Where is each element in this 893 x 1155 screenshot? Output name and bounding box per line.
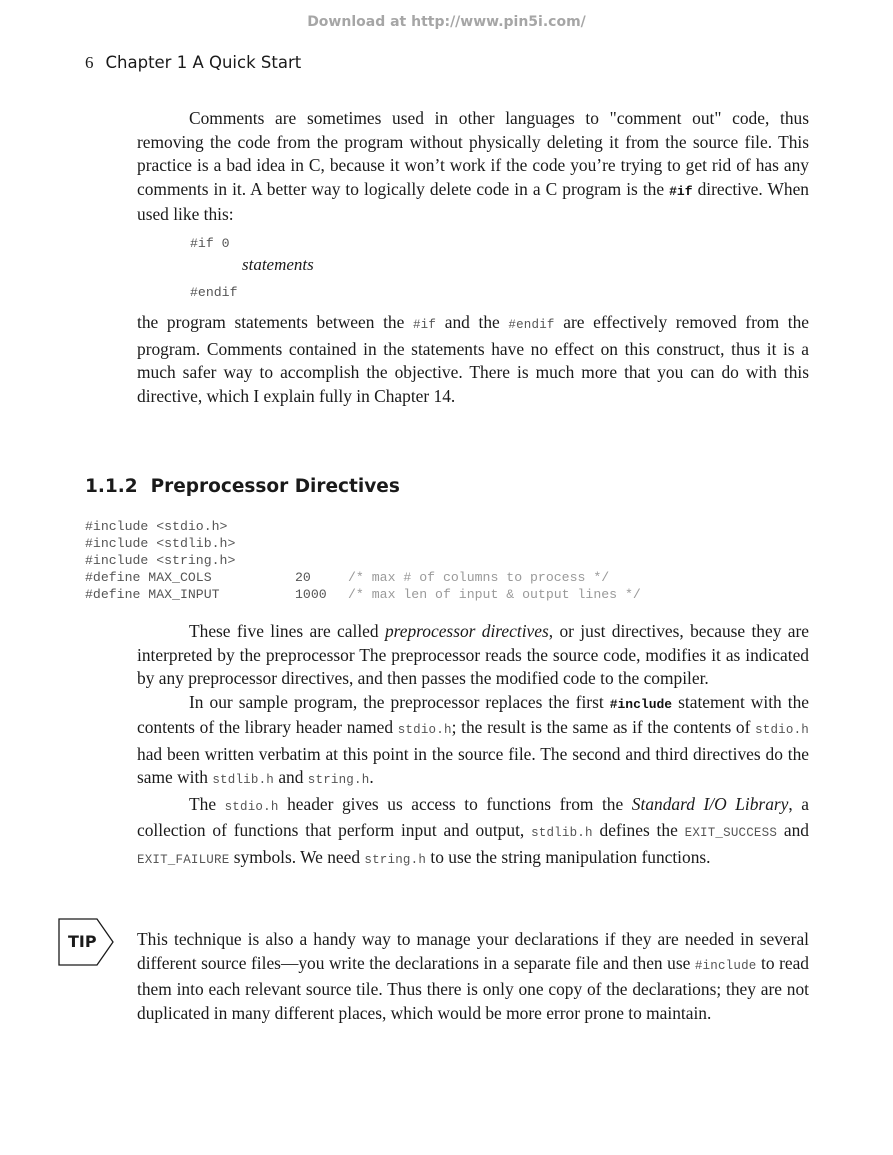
inline-code: stdio.h bbox=[224, 799, 279, 814]
paragraph-if-explanation bbox=[137, 311, 809, 408]
text: . bbox=[369, 767, 374, 787]
text: statement with the contents of the library header named bbox=[137, 691, 809, 737]
inline-code: stdio.h bbox=[397, 723, 452, 737]
inline-code: EXIT_FAILURE bbox=[137, 852, 230, 867]
text: These five lines are called bbox=[189, 621, 385, 641]
directive-line: #define MAX_INPUT bbox=[85, 587, 220, 602]
tip-text bbox=[137, 928, 809, 1025]
text: and bbox=[273, 767, 308, 787]
emphasis: Standard I/O Library bbox=[631, 793, 789, 814]
chapter-title: Chapter 1 A Quick Start bbox=[105, 53, 302, 72]
inline-code: #endif bbox=[508, 318, 555, 332]
text: to read them into each relevant source tile. Thus there is only one copy of the declarations; they are not duplicated in many different places, which would be more error prone to maintain. bbox=[137, 952, 809, 1023]
paragraph-include bbox=[137, 691, 809, 793]
inline-code: stdlib.h bbox=[531, 826, 593, 840]
paragraph-group-directives bbox=[137, 620, 809, 872]
code-placeholder-statements: statements bbox=[242, 255, 314, 274]
text: directive. When used like this: bbox=[137, 178, 809, 224]
inline-code: #include bbox=[609, 696, 673, 712]
inline-code: string.h bbox=[307, 773, 370, 787]
text: had been written verbatim at this point in the source file. The second and third directives do the same with bbox=[137, 743, 809, 787]
running-head bbox=[85, 53, 301, 73]
inline-code: #if bbox=[669, 183, 693, 199]
section-title: Preprocessor Directives bbox=[150, 476, 400, 497]
text: to use the string manipulation functions. bbox=[426, 846, 711, 867]
text: The bbox=[189, 793, 225, 814]
text: In our sample program, the preprocessor replaces the first bbox=[189, 691, 610, 712]
inline-code: stdlib.h bbox=[212, 773, 274, 787]
directive-line: #include <stdio.h> bbox=[85, 519, 228, 534]
text: , a collection of functions that perform input and output, bbox=[137, 793, 810, 840]
inline-code: stdio.h bbox=[755, 723, 809, 737]
directive-value: 1000 bbox=[295, 587, 327, 602]
paragraph-stdio bbox=[137, 793, 809, 873]
tip-marker bbox=[58, 918, 116, 966]
text: are effectively removed from the program. Comments contained in the statements have no effect on this construct, thus it is a much safer way to accomplish the objective. There is much more that you can do with this directive, which I explain fully in Chapter 14. bbox=[137, 312, 809, 406]
text: , or just directives, because they are interpreted by the preprocessor The preprocessor reads the source code, modifies it as indicated by any preprocessor directives, and then passes the modified code to the compiler. bbox=[137, 621, 810, 688]
text: and the bbox=[436, 312, 509, 332]
paragraph-comments bbox=[137, 107, 809, 227]
text: defines the bbox=[592, 820, 685, 840]
directive-line: #define MAX_COLS bbox=[85, 570, 212, 585]
directive-comment: /* max len of input & output lines */ bbox=[348, 587, 641, 602]
text: This technique is also a handy way to manage your declarations if they are needed in several different source files—you write the declarations in a separate file and then use bbox=[137, 929, 809, 973]
emphasis: preprocessor directives bbox=[384, 621, 549, 641]
page-number: 6 bbox=[85, 53, 94, 72]
directive-value: 20 bbox=[295, 570, 311, 585]
tip-label: TIP bbox=[68, 932, 97, 951]
inline-code: #include bbox=[694, 958, 757, 973]
section-number: 1.1.2 bbox=[85, 476, 138, 497]
inline-code: #if bbox=[412, 318, 437, 332]
code-line-if: #if 0 bbox=[190, 236, 230, 251]
text: header gives us access to functions from the bbox=[278, 793, 632, 814]
code-line-endif: #endif bbox=[190, 285, 238, 300]
download-notice: Download at http://www.pin5i.com/ bbox=[307, 14, 586, 30]
text: and bbox=[777, 820, 809, 840]
inline-code: string.h bbox=[364, 852, 427, 867]
text: symbols. We need bbox=[229, 846, 365, 867]
directive-comment: /* max # of columns to process */ bbox=[348, 570, 610, 585]
text: ; the result is the same as if the contents of bbox=[451, 717, 756, 737]
inline-code: EXIT_SUCCESS bbox=[684, 826, 778, 840]
directive-line: #include <string.h> bbox=[85, 553, 236, 568]
text: Comments are sometimes used in other languages to "comment out" code, thus removing the code from the program without physically deleting it from the source file. This practice is a bad idea in C, because it won’t work if the code you’re trying to get rid of has any comments in it. A better way to logically delete code in a C program is the bbox=[137, 108, 809, 199]
paragraph-preprocessor bbox=[137, 620, 809, 691]
directive-line: #include <stdlib.h> bbox=[85, 536, 236, 551]
text: the program statements between the bbox=[137, 312, 413, 332]
section-heading bbox=[85, 476, 400, 497]
